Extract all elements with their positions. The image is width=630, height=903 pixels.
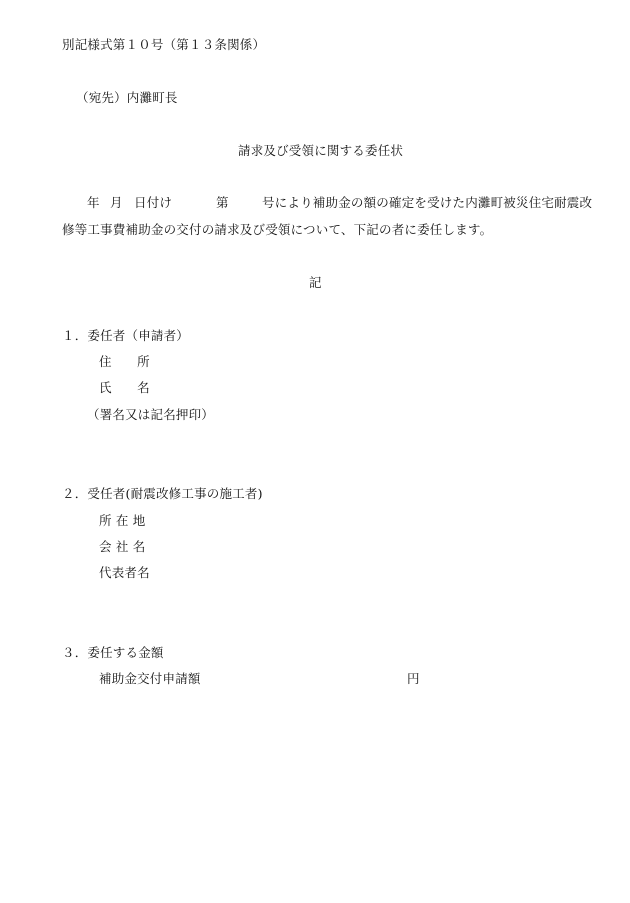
body-date-day: 日付け	[134, 195, 173, 210]
body-dai: 第	[216, 195, 229, 210]
section1-note: （署名又は記名押印）	[87, 407, 215, 422]
section2-location-label: 所 在 地	[99, 513, 146, 528]
section3-heading: ３．委任する金額	[62, 645, 164, 660]
section2-heading: ２．受任者(耐震改修工事の施工者)	[62, 486, 263, 501]
section3-yen: 円	[407, 671, 420, 686]
section3-amount-label: 補助金交付申請額	[99, 671, 201, 686]
section2-company-label: 会 社 名	[99, 539, 146, 554]
ki-heading: 記	[309, 275, 322, 290]
section1-address-label: 住 所	[99, 354, 150, 369]
section1-heading: １．委任者（申請者）	[62, 328, 190, 343]
body-date-month: 月	[110, 195, 123, 210]
addressee: （宛先）内灘町長	[76, 90, 178, 105]
form-number: 別記様式第１０号（第１３条関係）	[62, 37, 266, 52]
section2-representative-label: 代表者名	[99, 565, 150, 580]
body-line1-rest: 号により補助金の額の確定を受けた内灘町被災住宅耐震改	[262, 195, 593, 210]
body-date-year: 年	[87, 195, 100, 210]
body-line2: 修等工事費補助金の交付の請求及び受領について、下記の者に委任します。	[62, 222, 493, 237]
document-title: 請求及び受領に関する委任状	[238, 143, 404, 158]
section1-name-label: 氏 名	[99, 380, 150, 395]
